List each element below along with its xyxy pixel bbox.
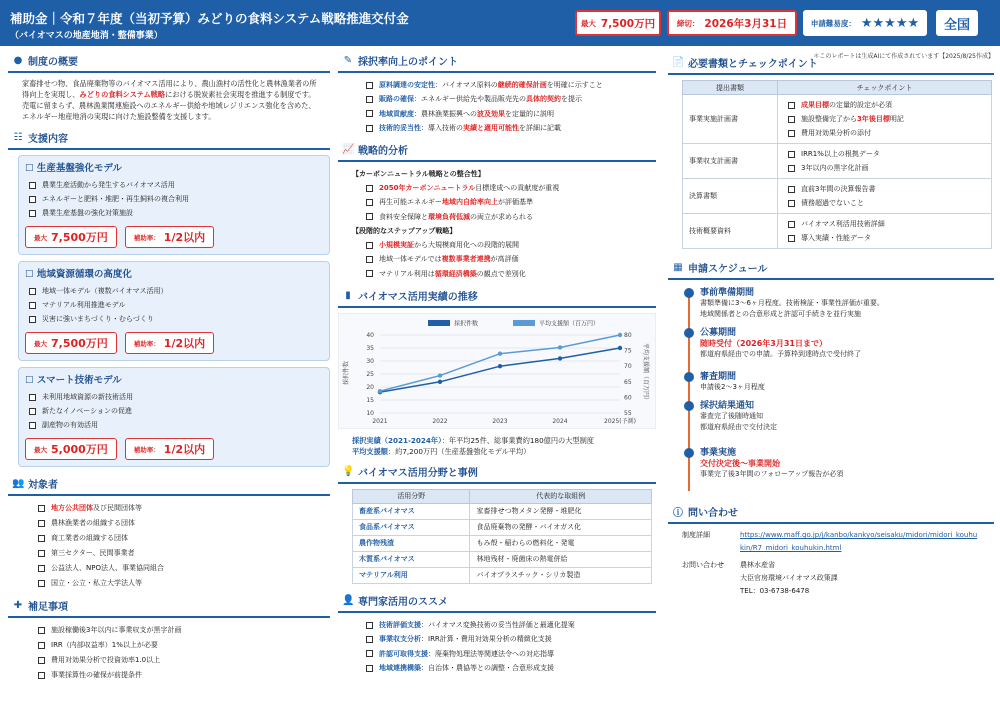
left-column bbox=[8, 50, 330, 683]
table-row: マテリアル利用 バイオプラスチック・シリカ製造 bbox=[353, 567, 652, 583]
model-item: マテリアル利用推進モデル bbox=[29, 298, 323, 312]
y-tick-label: 20 bbox=[366, 383, 374, 391]
target-item: 国立・公立・私立大学法人等 bbox=[38, 576, 330, 591]
info-icon: ● bbox=[13, 55, 23, 66]
y2-tick-label: 55 bbox=[624, 409, 632, 417]
supplement-item: IRR（内部収益率）1%以上が必要 bbox=[38, 638, 330, 653]
checkbox-icon bbox=[366, 110, 373, 117]
users-icon: 👥 bbox=[12, 478, 25, 489]
data-point bbox=[618, 333, 622, 337]
supplement-item: 事業採算性の確保が前提条件 bbox=[38, 668, 330, 683]
checkbox-icon bbox=[366, 622, 373, 629]
check-item: 3年以内の黒字化計画 bbox=[788, 161, 985, 175]
checkbox-icon bbox=[788, 221, 795, 228]
checkbox-icon bbox=[788, 235, 795, 242]
table-row: 決算書類 直前3年間の決算報告書 債務超過でないこと bbox=[683, 179, 992, 214]
support-heading: ☷ 支援内容 bbox=[8, 127, 330, 150]
calendar-icon: ▦ bbox=[673, 262, 683, 273]
x-tick-label: 2022 bbox=[432, 417, 448, 425]
check-item: バイオマス利活用技術詳細 bbox=[788, 217, 985, 231]
contact-tel: TEL：03-6738-6478 bbox=[740, 587, 810, 595]
table-row: 技術概要資料 バイオマス利活用技術詳細 導入実績・性能データ bbox=[683, 214, 992, 249]
checkbox-icon bbox=[29, 210, 36, 217]
strategy-item: 地域一体モデルでは複数事業者連携が高評価 bbox=[366, 252, 656, 266]
checkbox-icon bbox=[29, 288, 36, 295]
check-item: 施設整備完了から3年後目標明記 bbox=[788, 112, 985, 126]
chart-background bbox=[338, 313, 656, 429]
targets-heading: 👥 対象者 bbox=[8, 473, 330, 496]
biomass-trend-chart bbox=[338, 313, 656, 429]
check-item: 直前3年間の決算報告書 bbox=[788, 182, 985, 196]
contact-org: 農林水産省 bbox=[740, 561, 775, 569]
legend-swatch bbox=[428, 320, 450, 326]
checkbox-icon bbox=[38, 550, 45, 557]
checkbox-icon bbox=[29, 196, 36, 203]
model-item: 副産物の有効活用 bbox=[29, 418, 323, 432]
page-title: 補助金｜令和７年度（当初予算）みどりの食料システム戦略推進交付金 bbox=[10, 11, 409, 26]
docs-header: 提出書類 bbox=[683, 81, 778, 95]
deadline-badge: 締切： 2026年3月31日 bbox=[667, 10, 797, 36]
checkbox-icon bbox=[29, 394, 36, 401]
table-row: 畜産系バイオマス 家畜排せつ物メタン発酵・堆肥化 bbox=[353, 503, 652, 519]
strategy-item: マテリアル利用は循環経済構築の観点で差別化 bbox=[366, 267, 656, 281]
detail-label: 制度詳細 bbox=[682, 531, 710, 539]
fields-table bbox=[352, 489, 652, 584]
overview-text: 家畜排せつ物、食品廃棄物等のバイオマス活用により、農山漁村の活性化と農林漁業者の所 得向上を実現し、みどりの食料システム戦略における脱炭素社会実現を推進する制度です。 売電に留まらず、農林漁業関連施設へのエネルギー供給や地域レジリエンス強化を含めた、 エネルギー地産地消の実現に向けた施設整備を支援します。 bbox=[22, 79, 317, 121]
y2-tick-label: 70 bbox=[624, 363, 632, 371]
point-item: 技術的妥当性：導入技術の実績と適用可能性を詳細に記載 bbox=[366, 121, 656, 135]
points-heading: ✎ 採択率向上のポイント bbox=[338, 50, 656, 73]
chart-heading: ▮ バイオマス活用実績の推移 bbox=[338, 285, 656, 308]
strategy-heading: 📈 戦略的分析 bbox=[338, 139, 656, 162]
model-title: ☐ スマート技術モデル bbox=[25, 375, 122, 386]
legend-label: 採択件数 bbox=[454, 320, 479, 328]
overview-heading: ● 制度の概要 bbox=[8, 50, 330, 73]
y2-tick-label: 60 bbox=[624, 394, 632, 402]
checkbox-icon bbox=[366, 270, 373, 277]
table-row: 農作物残渣 もみ殻・稲わらの燃料化・発電 bbox=[353, 535, 652, 551]
y-tick-label: 15 bbox=[366, 396, 374, 404]
experts-heading: 👤 専門家活用のススメ bbox=[338, 590, 656, 613]
checkbox-icon bbox=[29, 316, 36, 323]
checkbox-icon bbox=[38, 580, 45, 587]
max-amount-badge: 最大 7,500万円 bbox=[575, 10, 661, 36]
checkbox-icon bbox=[366, 636, 373, 643]
timeline-dot bbox=[684, 372, 694, 382]
y2-tick-label: 75 bbox=[624, 347, 632, 355]
region-badge: 全国 bbox=[936, 10, 978, 36]
pen-icon: ✎ bbox=[343, 55, 353, 66]
inquiry-label: お問い合わせ bbox=[682, 561, 724, 569]
docs-heading: 📄 必要書類とチェックポイント bbox=[668, 52, 994, 75]
checkbox-icon bbox=[38, 657, 45, 664]
subsidy-rate-pill: 補助率： 1/2以内 bbox=[125, 332, 214, 354]
checkbox-icon bbox=[366, 665, 373, 672]
checkbox-icon bbox=[38, 535, 45, 542]
max-amount-pill: 最大 7,500万円 bbox=[25, 332, 117, 354]
checkbox-icon bbox=[38, 565, 45, 572]
checkbox-icon bbox=[366, 213, 373, 220]
point-item: 原料調達の安定性：バイオマス原料の継続的確保計画を明確に示すこと bbox=[366, 78, 656, 92]
checkbox-icon bbox=[788, 165, 795, 172]
supplement-list bbox=[8, 623, 330, 683]
difficulty-badge: 申請難易度： ★★★★★ bbox=[803, 10, 927, 36]
strategy-item: 小規模実証から大規模商用化への段階的展開 bbox=[366, 238, 656, 252]
x-tick-label: 2023 bbox=[492, 417, 508, 425]
page-subtitle: （バイオマスの地産地消・整備事業） bbox=[10, 31, 163, 41]
document-icon: 📄 bbox=[672, 57, 685, 68]
chart-line-icon: 📈 bbox=[342, 144, 355, 156]
subsidy-rate-pill: 補助率： 1/2以内 bbox=[125, 438, 214, 460]
checkbox-icon bbox=[788, 116, 795, 123]
target-item: 第三セクター、民間事業者 bbox=[38, 546, 330, 561]
right-column bbox=[668, 50, 994, 598]
x-tick-label: 2021 bbox=[372, 417, 388, 425]
data-point bbox=[438, 373, 442, 377]
expert-icon: 👤 bbox=[342, 594, 355, 606]
checkbox-icon bbox=[29, 422, 36, 429]
checkbox-icon bbox=[788, 130, 795, 137]
targets-list bbox=[8, 501, 330, 591]
ai-generated-note: ＊このレポートは生成AIにて作成されています【2025/8/25作成】 bbox=[813, 53, 994, 60]
point-item: 地域貢献度：農林漁業振興への波及効果を定量的に説明 bbox=[366, 107, 656, 121]
check-item: IRR1%以上の根拠データ bbox=[788, 147, 985, 161]
data-point bbox=[498, 364, 502, 368]
target-item: 農林漁業者の組織する団体 bbox=[38, 516, 330, 531]
bar-chart-icon: ▮ bbox=[345, 289, 351, 301]
checkbox-icon bbox=[366, 242, 373, 249]
model-item: 地域一体モデル（複数バイオマス活用） bbox=[29, 284, 323, 298]
strategy-sub2: 【段階的なステップアップ戦略】 bbox=[352, 227, 457, 236]
info-circle-icon: ⓘ bbox=[673, 508, 683, 519]
max-amount-pill: 最大 7,500万円 bbox=[25, 226, 117, 248]
check-item: 費用対効果分析の添付 bbox=[788, 126, 985, 140]
support-model-card bbox=[18, 261, 330, 361]
x-tick-label: 2024 bbox=[552, 417, 568, 425]
checkbox-icon bbox=[38, 520, 45, 527]
middle-column bbox=[338, 50, 656, 675]
data-point bbox=[378, 389, 382, 393]
model-item: 新たなイノベーションの促進 bbox=[29, 404, 323, 418]
data-point bbox=[618, 346, 622, 350]
fields-header: 活用分野 bbox=[353, 489, 470, 503]
support-model-card bbox=[18, 367, 330, 467]
checkbox-icon bbox=[366, 199, 373, 206]
checkbox-icon bbox=[29, 182, 36, 189]
max-amount-pill: 最大 5,000万円 bbox=[25, 438, 117, 460]
strategy-item: 再生可能エネルギー地域内自給率向上が評価基準 bbox=[366, 195, 656, 209]
data-point bbox=[498, 351, 502, 355]
check-item: 成果目標の定量的設定が必須 bbox=[788, 98, 985, 112]
data-point bbox=[558, 345, 562, 349]
target-item: 公益法人、NPO法人、事業協同組合 bbox=[38, 561, 330, 576]
checkbox-icon bbox=[366, 185, 373, 192]
expert-item: 地域連携構築：自治体・農協等との調整・合意形成支援 bbox=[366, 661, 656, 675]
model-item: 未利用地域資源の新技術活用 bbox=[29, 390, 323, 404]
model-title: ☐ 生産基盤強化モデル bbox=[25, 163, 122, 174]
legend-swatch bbox=[513, 320, 535, 326]
checkbox-icon bbox=[788, 151, 795, 158]
point-item: 販路の確保：エネルギー供給先や製品販売先の具体的契約を提示 bbox=[366, 92, 656, 106]
checkbox-icon bbox=[38, 627, 45, 634]
checkbox-icon bbox=[29, 408, 36, 415]
table-row: 事業実施計画書 成果目標の定量的設定が必須 施設整備完了から3年後目標明記 費用対効果分析の添付 bbox=[683, 95, 992, 144]
checkbox-icon bbox=[38, 672, 45, 679]
checkbox-icon bbox=[366, 96, 373, 103]
checkbox-icon bbox=[366, 256, 373, 263]
strategy-item: 食料安全保障と環境負荷低減の両立が求められる bbox=[366, 210, 656, 224]
support-model-card bbox=[18, 155, 330, 255]
y-axis-label: 採択件数 bbox=[343, 360, 350, 385]
detail-link[interactable]: https://www.maff.go.jp/j/kanbo/kankyo/seisaku/midori/midori_kouhukin/R7_midori_kouhukin.html bbox=[740, 531, 978, 552]
expert-item: 技術評価支援：バイオマス変換技術の妥当性評価と最適化提案 bbox=[366, 618, 656, 632]
points-list bbox=[338, 78, 656, 135]
y2-tick-label: 65 bbox=[624, 378, 632, 386]
expert-item: 許認可取得支援：廃棄物処理法等関連法令への対応指導 bbox=[366, 647, 656, 661]
checkbox-icon bbox=[366, 82, 373, 89]
chart-summary: 採択実績（2021-2024年）：年平均25件、総事業費約180億円の大型制度 平均支援額：約7,200万円（生産基盤強化モデル平均） bbox=[352, 435, 594, 456]
supplement-item: 費用対効果分析で投資効率1.0以上 bbox=[38, 653, 330, 668]
model-item: エネルギーと肥料・堆肥・再生飼料の複合利用 bbox=[29, 192, 323, 206]
x-tick-label: 2025(予測) bbox=[604, 417, 636, 425]
timeline-dot bbox=[684, 401, 694, 411]
subsidy-rate-pill: 補助率： 1/2以内 bbox=[125, 226, 214, 248]
checkbox-icon bbox=[29, 302, 36, 309]
model-item: 農業生産基盤の強化対策施設 bbox=[29, 206, 323, 220]
y-tick-label: 25 bbox=[366, 370, 374, 378]
table-row: 食品系バイオマス 食品廃棄物の発酵・バイオガス化 bbox=[353, 519, 652, 535]
check-item: 導入実績・性能データ bbox=[788, 231, 985, 245]
timeline-line bbox=[688, 291, 690, 491]
header-bar bbox=[0, 0, 1000, 46]
contact-block bbox=[668, 529, 994, 598]
legend-label: 平均支援額（百万円） bbox=[539, 320, 600, 328]
supplement-item: 施設稼働後3年以内に事業収支が黒字計画 bbox=[38, 623, 330, 638]
strategy-sub1: 【カーボンニュートラル戦略との整合性】 bbox=[352, 170, 485, 179]
y-tick-label: 10 bbox=[366, 409, 374, 417]
y-tick-label: 40 bbox=[366, 331, 374, 339]
timeline-dot bbox=[684, 448, 694, 458]
timeline-dot bbox=[684, 288, 694, 298]
target-item: 商工業者の組織する団体 bbox=[38, 531, 330, 546]
bulb-icon: 💡 bbox=[342, 465, 355, 477]
fields-heading: 💡 バイオマス活用分野と事例 bbox=[338, 461, 656, 484]
checkbox-icon bbox=[366, 125, 373, 132]
supplement-heading: ✚ 補足事項 bbox=[8, 595, 330, 618]
strategy-list-1 bbox=[338, 181, 656, 224]
expert-item: 事業収支分析：IRR計算・費用対効果分析の精緻化支援 bbox=[366, 632, 656, 646]
data-point bbox=[438, 380, 442, 384]
table-row: 木質系バイオマス 林地残材・廃菌床の熱電併給 bbox=[353, 551, 652, 567]
docs-header: チェックポイント bbox=[778, 81, 992, 95]
strategy-item: 2050年カーボンニュートラル目標達成への貢献度が重視 bbox=[366, 181, 656, 195]
y-tick-label: 35 bbox=[366, 344, 374, 352]
model-title: ☐ 地域資源循環の高度化 bbox=[25, 269, 132, 280]
checkbox-icon bbox=[38, 505, 45, 512]
check-item: 債務超過でないこと bbox=[788, 196, 985, 210]
contact-heading: ⓘ 問い合わせ bbox=[668, 501, 994, 524]
contact-dept: 大臣官房環境バイオマス政策課 bbox=[740, 574, 838, 582]
fields-header: 代表的な取組例 bbox=[470, 489, 652, 503]
experts-list bbox=[338, 618, 656, 675]
checkbox-icon bbox=[366, 650, 373, 657]
plus-icon: ✚ bbox=[13, 600, 23, 611]
list-icon: ☷ bbox=[13, 132, 23, 143]
strategy-list-2 bbox=[338, 238, 656, 281]
y-tick-label: 30 bbox=[366, 357, 374, 365]
docs-table bbox=[682, 80, 992, 249]
checkbox-icon bbox=[38, 642, 45, 649]
schedule-timeline: 事前準備期間 書類準備に3〜6ヶ月程度。技術検証・事業性評価が重要。 地域関係者との合意形成と許認可手続きを並行実施 公募期間 随時受付（2026年3月31日まで） 都道府県経由での申請。予算枠到達時点で受付終了 審査期間 申請後2〜3ヶ月程度 採択結果通知 審査完了後随時通知 都道府県経由で交付決定 事業実施 交付決定後〜事業開始 事業完了後3年間のフォローアップ報告が必須 bbox=[678, 285, 994, 495]
table-row: 事業収支計画書 IRR1%以上の根拠データ 3年以内の黒字化計画 bbox=[683, 144, 992, 179]
data-point bbox=[558, 356, 562, 360]
checkbox-icon bbox=[788, 102, 795, 109]
target-item: 地方公共団体及び民間団体等 bbox=[38, 501, 330, 516]
schedule-heading: ▦ 申請スケジュール bbox=[668, 257, 994, 280]
y2-tick-label: 80 bbox=[624, 331, 632, 339]
checkbox-icon bbox=[788, 186, 795, 193]
checkbox-icon bbox=[788, 200, 795, 207]
timeline-dot bbox=[684, 328, 694, 338]
model-item: 災害に強いまちづくり・むらづくり bbox=[29, 312, 323, 326]
y2-axis-label: 平均支援額（百万円） bbox=[642, 342, 649, 403]
model-item: 農業生産活動から発生するバイオマス活用 bbox=[29, 178, 323, 192]
